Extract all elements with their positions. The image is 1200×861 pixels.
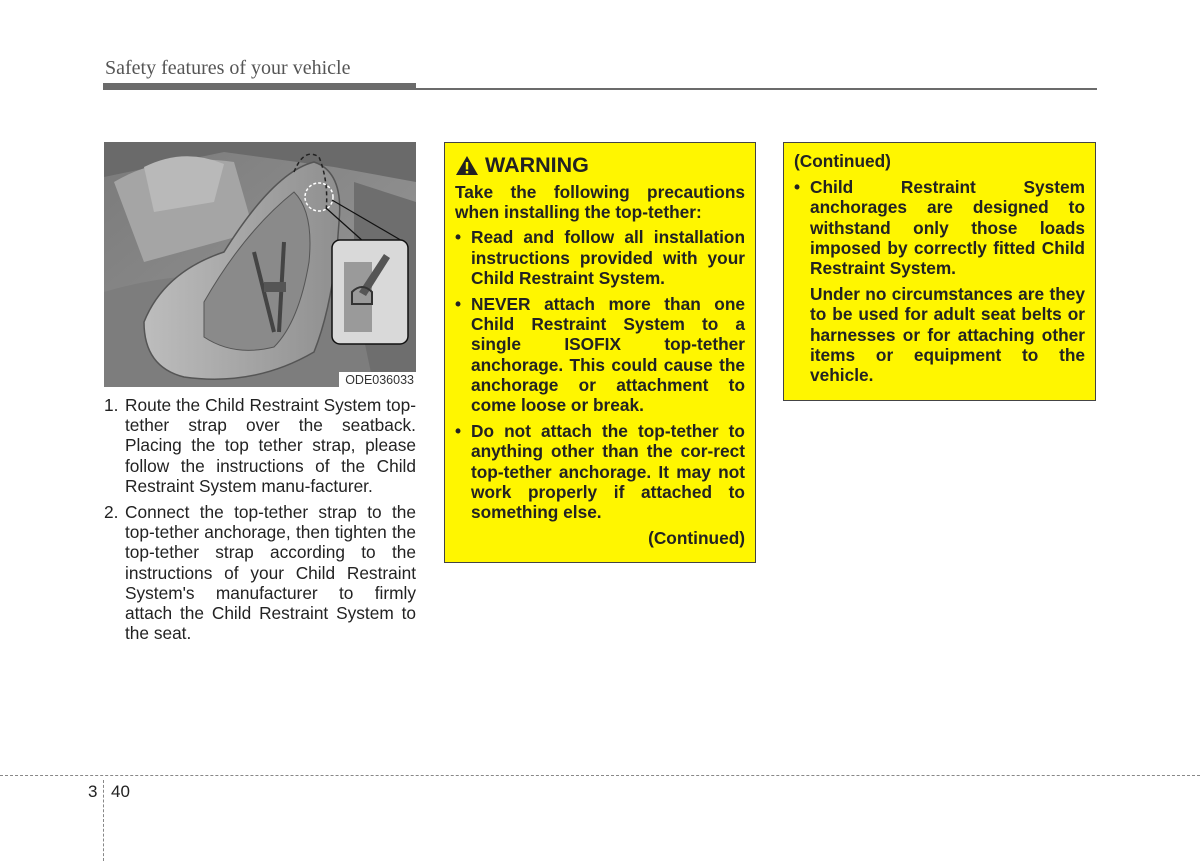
- warning-box: [444, 142, 756, 563]
- warning-title: [455, 155, 745, 176]
- child-seat-illustration: [104, 142, 416, 387]
- continued-label: (Continued): [794, 151, 891, 171]
- page-number: 40: [111, 782, 130, 801]
- warning-bullet-text: Child Restraint System anchorages are designed to withstand only those loads imposed by correctly fitted Child Restraint System.: [810, 177, 1085, 279]
- step-item: [104, 395, 416, 496]
- step-text: Route the Child Restraint System top-tether strap over the seatback. Placing the top tether strap, please follow the instructions of the Child Restraint System manu-facturer.: [125, 395, 416, 496]
- warning-bullet: [794, 177, 1085, 278]
- warning-bullet: [455, 294, 745, 415]
- warning-bullet-text: NEVER attach more than one Child Restraint System to a single ISOFIX top-tether anchorage. This could cause the anchorage or attachment to come loose or break.: [471, 294, 745, 416]
- chapter-number: 3: [88, 782, 98, 801]
- warning-bullet-text: Do not attach the top-tether to anything other than the cor-rect top-tether anchorage. It may not work properly if attached to something else.: [471, 421, 745, 523]
- step-number: 1.: [104, 395, 119, 415]
- continued-label: (Continued): [648, 528, 745, 549]
- footer-divider: [103, 780, 104, 861]
- warning-paragraph: Under no circumstances are they to be used for adult seat belts or harnesses or for attaching other items or equipment to the vehicle.: [810, 284, 1085, 386]
- warning-bullet-text: Read and follow all installation instructions provided with your Child Restraint System.: [471, 227, 745, 288]
- warning-bullet: [455, 227, 745, 288]
- bullet-dot: •: [455, 421, 462, 442]
- warning-bullet: [455, 421, 745, 522]
- figure-code-label: ODE036033: [339, 372, 416, 387]
- warning-intro: Take the following precautions when installing the top-tether:: [455, 182, 745, 223]
- bullet-dot: •: [455, 227, 462, 248]
- warning-title-text: WARNING: [485, 153, 589, 178]
- footer-rule: [0, 775, 1200, 776]
- warning-triangle-icon: [455, 155, 479, 176]
- child-seat-figure: [104, 142, 416, 387]
- warning-continued-box: [783, 142, 1096, 401]
- step-text: Connect the top-tether strap to the top-tether anchorage, then tighten the top-tether strap according to the instructions of your Child Restraint System's manufacturer to firmly attach the Child Restraint System to the seat.: [125, 502, 416, 644]
- bullet-dot: •: [794, 177, 801, 198]
- instruction-steps: [104, 395, 416, 649]
- bullet-dot: •: [455, 294, 462, 315]
- header-rule-thick: [103, 83, 416, 90]
- step-item: [104, 502, 416, 643]
- header-rule-thin: [416, 88, 1097, 90]
- page-header-title: Safety features of your vehicle: [105, 57, 351, 79]
- step-number: 2.: [104, 502, 119, 523]
